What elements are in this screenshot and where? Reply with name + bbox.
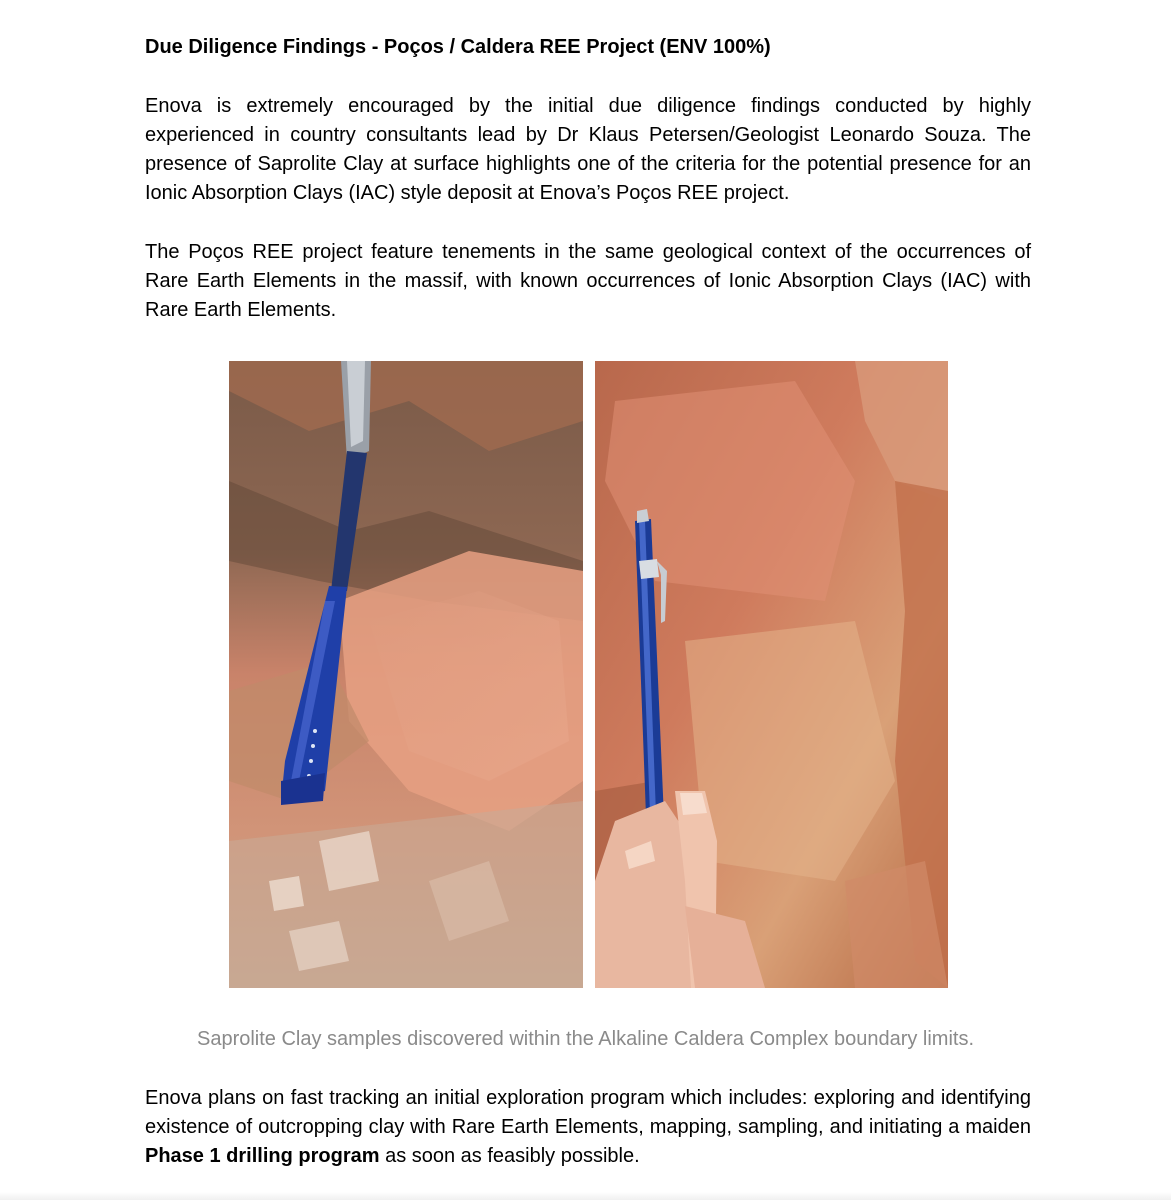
- paragraph-exploration-plan: [145, 1084, 1031, 1171]
- photo-caption: Saprolite Clay samples discovered within the Alkaline Caldera Complex boundary limits.: [196, 1028, 975, 1050]
- paragraph-due-diligence: Enova is extremely encouraged by the initial due diligence findings conducted by highly experienced in country consultants lead by Dr Klaus Petersen/Geologist Leonardo Souza. The presence of Saprolite Clay at surface highlights one of the criteria for the potential presence for an Ionic Absorption Clays (IAC) style deposit at Enova’s Poços REE project.: [145, 95, 1031, 204]
- document-heading: [145, 36, 771, 59]
- heading-title: Poços / Caldera REE Project (ENV 100%): [383, 36, 771, 58]
- plan-bold-phrase: Phase 1 drilling program: [145, 1145, 380, 1167]
- plan-text: Enova plans on fast tracking an initial exploration program which includes: exploring and identifying existence of outcropping clay with Rare Earth Elements, mapping, sampling, and initiating a maiden: [145, 1087, 1031, 1138]
- page-bottom-edge: [0, 1192, 1171, 1200]
- paragraph-project-context: The Poços REE project feature tenements in the same geological context of the occurrences of Rare Earth Elements in the massif, with known occurrences of Ionic Absorption Clays (IAC) with Rare Earth Elements.: [145, 241, 1031, 321]
- heading-prefix: Due Diligence Findings -: [145, 36, 384, 58]
- photo-pen-clay: [595, 361, 948, 988]
- photo-hammer-clay: [229, 361, 583, 988]
- plan-text-end: as soon as feasibly possible.: [379, 1145, 640, 1167]
